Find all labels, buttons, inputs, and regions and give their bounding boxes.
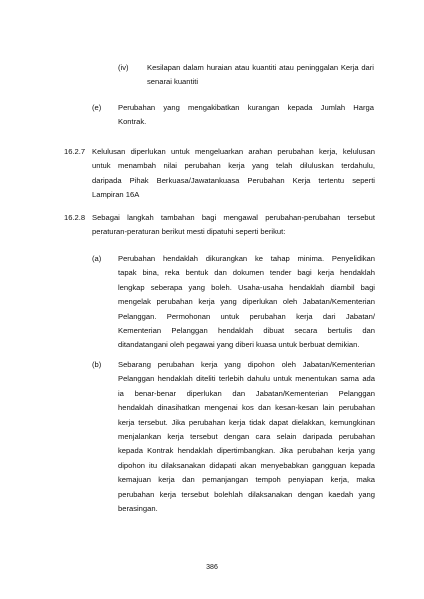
text-line: ditandatangani oleh pegawai yang diberi kuasa untuk berbuat demikian.	[118, 340, 360, 350]
section-16-2-7-number: 16.2.7	[64, 147, 86, 156]
item-b-text	[118, 358, 375, 516]
item-a-label: (a)	[92, 254, 102, 263]
text-line: dipohon itu dilaksanakan didapati akan menyebabkan gangguan kepada	[118, 460, 375, 470]
page-number: 386	[206, 564, 218, 571]
item-iv-label: (iv)	[118, 63, 129, 72]
text-line: Pelanggan hendaklah diteliti terlebih dahulu untuk menentukan sama ada	[118, 374, 375, 384]
text-line: daripada Pihak Berkuasa/Jawatankuasa Perubahan Kerja tertentu seperti	[92, 175, 375, 185]
text-line: Perubahan hendaklah dikurangkan ke tahap minima. Penyelidikan	[118, 254, 375, 263]
text-line: Kontrak.	[118, 117, 147, 127]
text-line: kerja tersebut. Jika perubahan kerja tidak dapat dielakkan, kemungkinan	[118, 417, 375, 427]
text-line: Kementerian Pelanggan hendaklah dibuat secara bertulis dan	[118, 326, 375, 336]
item-e-label: (e)	[92, 103, 102, 112]
text-line: untuk menambah nilai perubahan kerja yang telah diluluskan terdahulu,	[92, 161, 375, 171]
item-e-text	[118, 101, 374, 130]
text-line: Perubahan yang mengakibatkan kurangan kepada Jumlah Harga	[118, 103, 374, 112]
text-line: Lampiran 16A	[92, 190, 140, 200]
text-line: tapak bina, reka bentuk dan dokumen tender bagi kerja hendaklah	[118, 268, 375, 278]
text-line: berasingan.	[118, 504, 158, 514]
item-b-label: (b)	[92, 360, 102, 369]
text-line: menjalankan kerja tersebut dengan cara selain daripada perubahan	[118, 432, 375, 442]
section-16-2-7-text	[92, 145, 375, 203]
text-line: senarai kuantiti	[147, 77, 199, 87]
section-16-2-8-text	[92, 211, 375, 240]
section-16-2-8-number: 16.2.8	[64, 213, 86, 222]
text-line: perubahan kerja tersebut bolehlah dilaksanakan dengan kaedah yang	[118, 489, 375, 499]
text-line: Pelanggan. Permohonan untuk perubahan kerja dari Jabatan/	[118, 311, 375, 321]
item-a-text	[118, 252, 375, 353]
text-line: Kesilapan dalam huraian atau kuantiti atau peninggalan Kerja dari	[147, 63, 374, 72]
text-line: Sebagai langkah tambahan bagi mengawal perubahan-perubahan tersebut	[92, 213, 375, 222]
text-line: Sebarang perubahan kerja yang dipohon oleh Jabatan/Kementerian	[118, 360, 375, 369]
text-line: lengkap seberapa yang boleh. Usaha-usaha hendaklah diambil bagi	[118, 282, 375, 292]
text-line: mengelak perubahan kerja yang diperlukan oleh Jabatan/Kementerian	[118, 297, 375, 307]
text-line: hendaklah dinasihatkan mengenai kos dan kesan-kesan lain perubahan	[118, 403, 375, 413]
item-iv-text	[147, 61, 374, 90]
text-line: Kelulusan diperlukan untuk mengeluarkan arahan perubahan kerja, kelulusan	[92, 147, 375, 156]
text-line: kepada Kontrak hendaklah dipertimbangkan. Jika perubahan kerja yang	[118, 446, 375, 456]
text-line: peraturan-peraturan berikut mesti dipatuhi seperti berikut:	[92, 227, 286, 237]
text-line: kemajuan kerja dan pemanjangan tempoh penyiapan kerja, maka	[118, 475, 375, 485]
text-line: ia benar-benar diperlukan dan Jabatan/Kementerian Pelanggan	[118, 388, 375, 398]
